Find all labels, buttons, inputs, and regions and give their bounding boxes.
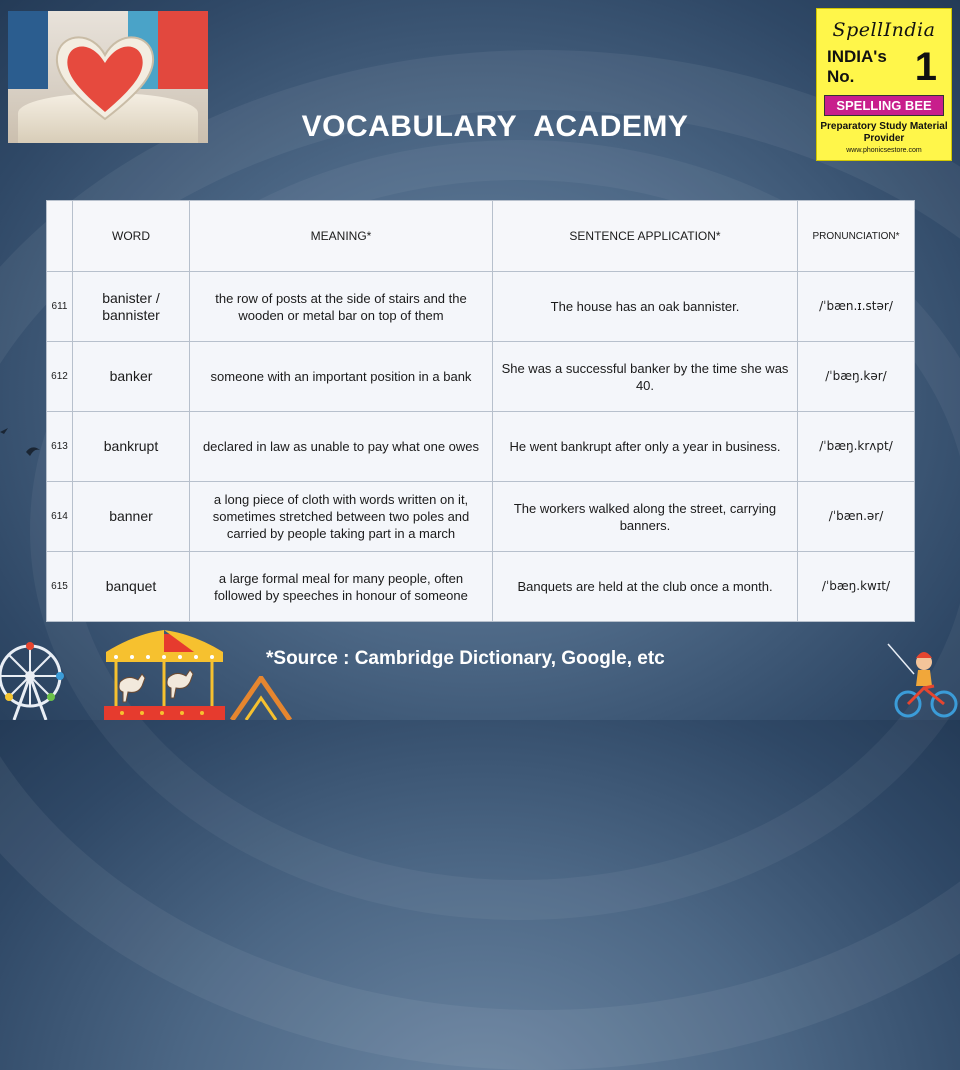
- row-pronunciation: /ˈbæŋ.kər/: [798, 342, 915, 412]
- header-word: WORD: [73, 201, 190, 272]
- logo-badge: SPELLING BEE: [824, 95, 944, 116]
- bird-icon: [0, 420, 50, 460]
- row-number: 614: [47, 482, 73, 552]
- header-pronunciation: PRONUNCIATION*: [798, 201, 915, 272]
- logo-brand: SpellIndia: [832, 19, 936, 41]
- header-num: [47, 201, 73, 272]
- vocabulary-table: [46, 200, 915, 622]
- table-row: [47, 342, 915, 412]
- row-word: banister / bannister: [73, 272, 190, 342]
- row-pronunciation: /ˈbæn.ər/: [798, 482, 915, 552]
- logo-line1: INDIA's: [827, 47, 887, 66]
- heart-pages-icon: [50, 27, 160, 127]
- row-meaning: the row of posts at the side of stairs and the wooden or metal bar on top of them: [190, 272, 493, 342]
- logo-line2: No.: [827, 67, 855, 86]
- row-meaning: declared in law as unable to pay what one owes: [190, 412, 493, 482]
- ferris-wheel-icon: [0, 636, 70, 720]
- row-word: bankrupt: [73, 412, 190, 482]
- spellindia-logo: [816, 8, 952, 161]
- table-row: [47, 272, 915, 342]
- logo-website: www.phonicsestore.com: [846, 147, 922, 154]
- page-title: VOCABULARY ACADEMY: [301, 110, 689, 143]
- header-sentence: SENTENCE APPLICATION*: [493, 201, 798, 272]
- table-row: [47, 412, 915, 482]
- row-meaning: someone with an important position in a bank: [190, 342, 493, 412]
- logo-provider: Preparatory Study Material Provider: [820, 121, 948, 144]
- row-meaning: a large formal meal for many people, often followed by speeches in honour of someone: [190, 552, 493, 622]
- header-meaning: MEANING*: [190, 201, 493, 272]
- row-pronunciation: /ˈbæŋ.kwɪt/: [798, 552, 915, 622]
- row-number: 615: [47, 552, 73, 622]
- source-note: *Source : Cambridge Dictionary, Google, etc: [266, 648, 665, 669]
- row-number: 613: [47, 412, 73, 482]
- row-number: 612: [47, 342, 73, 412]
- row-pronunciation: /ˈbæŋ.krʌpt/: [798, 412, 915, 482]
- row-sentence: The house has an oak bannister.: [493, 272, 798, 342]
- table-row: [47, 552, 915, 622]
- table-row: [47, 482, 915, 552]
- logo-rank: 1: [914, 45, 937, 89]
- table-header-row: [47, 201, 915, 272]
- row-sentence: She was a successful banker by the time she was 40.: [493, 342, 798, 412]
- child-bicycle-icon: [884, 640, 960, 720]
- row-word: banker: [73, 342, 190, 412]
- row-pronunciation: /ˈbæn.ɪ.stər/: [798, 272, 915, 342]
- row-sentence: He went bankrupt after only a year in business.: [493, 412, 798, 482]
- swing-ride-icon: [226, 676, 296, 720]
- row-meaning: a long piece of cloth with words written on it, sometimes stretched between two poles and carried by people taking part in a march: [190, 482, 493, 552]
- row-word: banner: [73, 482, 190, 552]
- carousel-icon: [102, 622, 227, 720]
- book-heart-image: [8, 11, 208, 143]
- row-sentence: The workers walked along the street, carrying banners.: [493, 482, 798, 552]
- row-number: 611: [47, 272, 73, 342]
- row-sentence: Banquets are held at the club once a month.: [493, 552, 798, 622]
- row-word: banquet: [73, 552, 190, 622]
